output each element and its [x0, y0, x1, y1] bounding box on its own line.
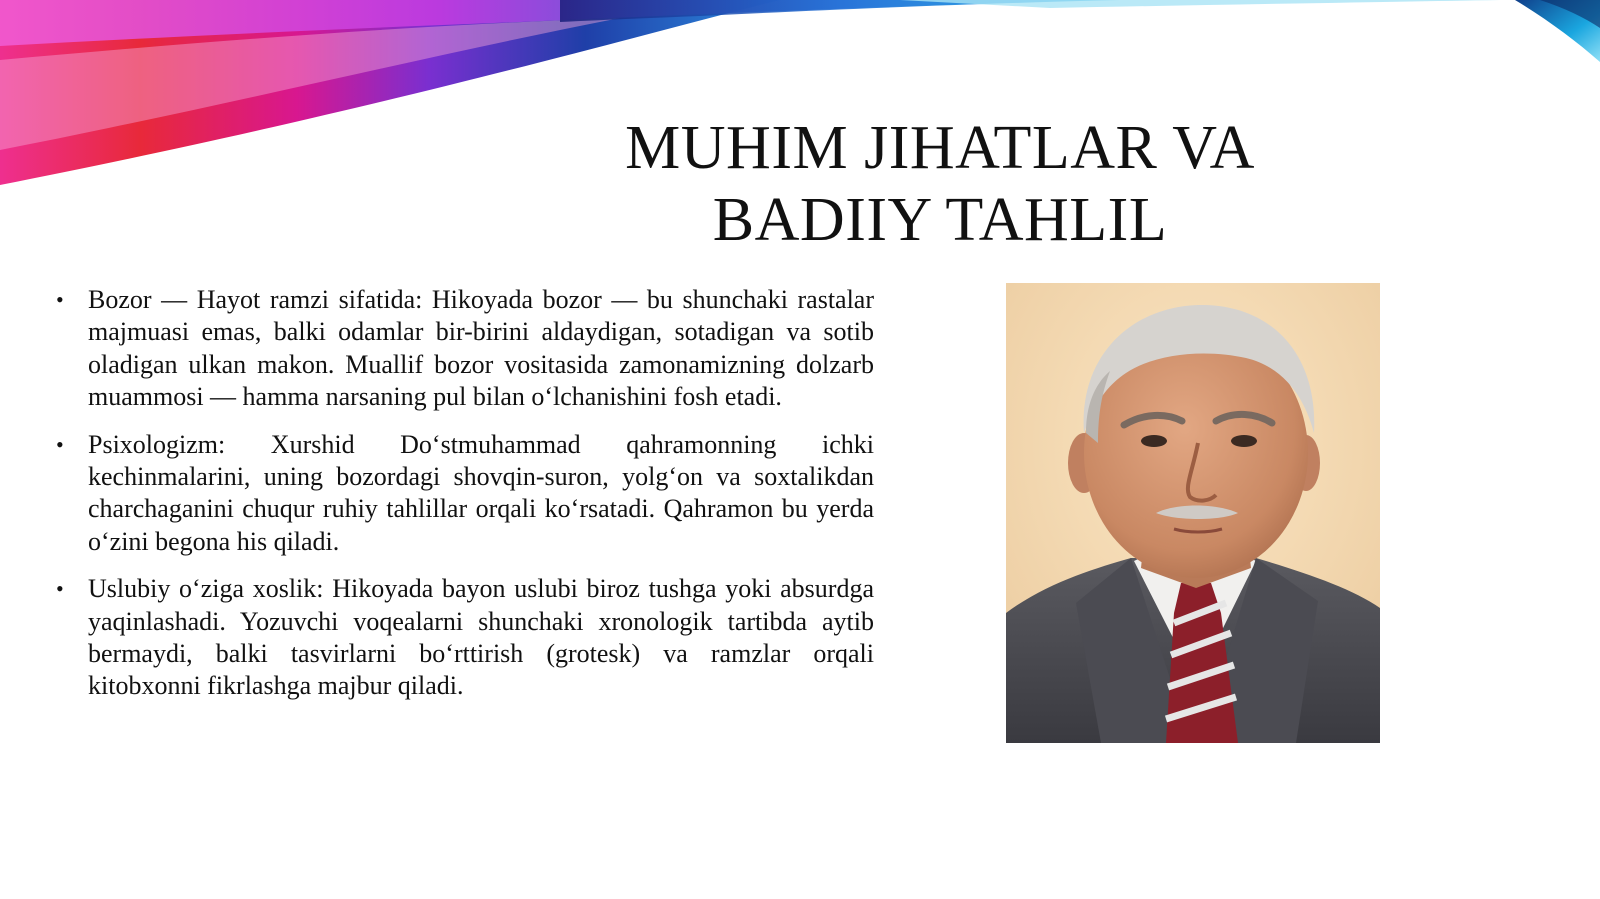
- slide-title: [560, 112, 1320, 256]
- slide-title-line-1: MUHIM JIHATLAR VA: [625, 114, 1255, 182]
- bullet-marker: •: [56, 576, 64, 602]
- bullet-text: Psixologizm: Xurshid Do‘stmuhammad qahramonning ichki kechinmalarini, uning bozordagi shovqin-suron, yolg‘on va soxtalikdan charchaganini chuqur ruhiy tahlillar orqali ko‘rsatadi. Qahramon bu yerda o‘zini begona his qiladi.: [88, 429, 874, 556]
- bullet-marker: •: [56, 287, 64, 312]
- bullet-item: [56, 573, 874, 703]
- author-portrait: [1006, 283, 1380, 743]
- bullet-text: Uslubiy o‘ziga xoslik: Hikoyada bayon uslubi biroz tushga yoki absurdga yaqinlashadi. Yozuvchi voqealarni shunchaki xronologik tartibda aytib bermaydi, balki tasvirlarni bo‘rttirish (grotesk) va ramzlar orqali kitobxonni fikrlashga majbur qiladi.: [88, 574, 874, 701]
- bullet-text: Bozor — Hayot ramzi sifatida: Hikoyada bozor — bu shunchaki rastalar majmuasi emas, balki odamlar bir-birini aldaydigan, sotadigan va sotib oladigan ulkan makon. Muallif bozor vositasida zamonamizning dolzarb muammosi — hamma narsaning pul bilan o‘lchanishini fosh etadi.: [88, 285, 874, 412]
- bullet-marker: •: [56, 431, 64, 457]
- slide-title-line-2: BADIIY TAHLIL: [712, 186, 1168, 254]
- bullet-item: [56, 284, 874, 414]
- bullet-list: [56, 284, 874, 718]
- bullet-item: [56, 429, 874, 559]
